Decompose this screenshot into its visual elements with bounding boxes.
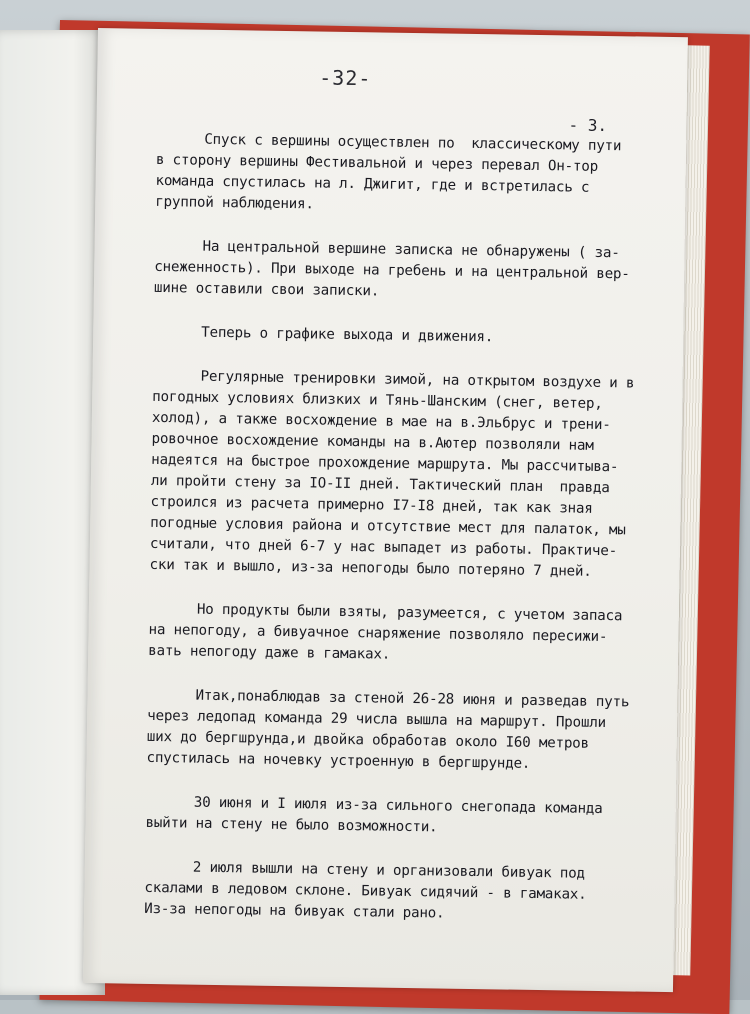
- text-line: снеженность). При выходе на гребень и на центральной вер-: [154, 258, 630, 283]
- text-line: Но продукты были взяты, разумеется, с учетом запаса: [196, 601, 623, 625]
- text-line: шине оставили свои записки.: [153, 279, 380, 300]
- text-line: ски так и вышло, из-за непогоды было потеряно 7 дней.: [149, 556, 592, 580]
- text-line: команда спустилась на л. Джигит, где и встретилась с: [155, 172, 590, 196]
- text-line: Спуск с вершины осуществлен по классическому пути: [204, 131, 622, 155]
- paragraph: [153, 322, 663, 351]
- text-line: ли пройти стену за IO-II дней. Тактический план правда: [150, 472, 610, 497]
- text-line: 2 июля вышли на стену и организовали бивуак под: [192, 859, 585, 882]
- text-line: Итак,понаблюдав за стеной 26-28 июня и разведав путь: [195, 687, 630, 711]
- paragraph: [144, 857, 655, 928]
- paragraph: [148, 599, 659, 670]
- text-line: Теперь о графике выхода и движения.: [201, 324, 494, 346]
- text-line: надеятся на быстрое прохождение маршрута. Мы рассчитыва-: [151, 451, 619, 476]
- section-number: - 3.: [568, 115, 608, 136]
- paragraph: [146, 685, 657, 777]
- text-line: Из-за непогоды на бивуак стали рано.: [144, 900, 445, 922]
- text-line: скалами в ледовом склоне. Бивуак сидячий - в гамаках.: [144, 879, 587, 903]
- document-page: [83, 28, 688, 992]
- text-line: На центральной вершине записка не обнаружены ( за-: [202, 238, 620, 262]
- text-line: ровочное восхождение команды на в.Аютер позволяли нам: [151, 430, 594, 454]
- text-line: строился из расчета примерно I7-I8 дней, так как зная: [150, 493, 593, 517]
- text-line: погодные условия района и отсутствие мест для палаток, мы: [150, 514, 626, 539]
- paragraph: [154, 236, 665, 307]
- body-text: [144, 129, 667, 951]
- text-line: погодных условиях близких и Тянь-Шанским (снег, ветер,: [152, 388, 603, 412]
- text-line: спустилась на ночевку устроенную в бергшрунде.: [146, 749, 531, 772]
- text-line: 30 июня и I июля из-за сильного снегопада команда: [193, 794, 603, 818]
- text-line: Регулярные тренировки зимой, на открытом воздухе и в: [200, 368, 635, 392]
- paragraph: [149, 366, 662, 584]
- page-number: -32-: [319, 65, 372, 91]
- text-line: группой наблюдения.: [155, 193, 314, 213]
- paragraph: [145, 792, 656, 842]
- text-line: через ледопад команда 29 числа вышла на маршрут. Прошли: [147, 707, 607, 732]
- paragraph: [155, 129, 666, 221]
- text-line: холод), а также восхождение в мае на в.Эльбрус и трени-: [151, 409, 611, 434]
- text-line: вать непогоду даже в гамаках.: [148, 642, 391, 663]
- text-line: выйти на стену не было возможности.: [145, 814, 438, 836]
- text-line: на непогоду, а бивуачное снаряжение позволяло пересижи-: [148, 621, 608, 646]
- text-line: ших до бергшрунда,и двойка обработав около I60 метров: [146, 728, 590, 752]
- text-line: считали, что дней 6-7 у нас выпадет из работы. Практиче-: [149, 535, 618, 560]
- text-line: в сторону вершины Фестивальной и через перевал Он-тор: [155, 151, 599, 175]
